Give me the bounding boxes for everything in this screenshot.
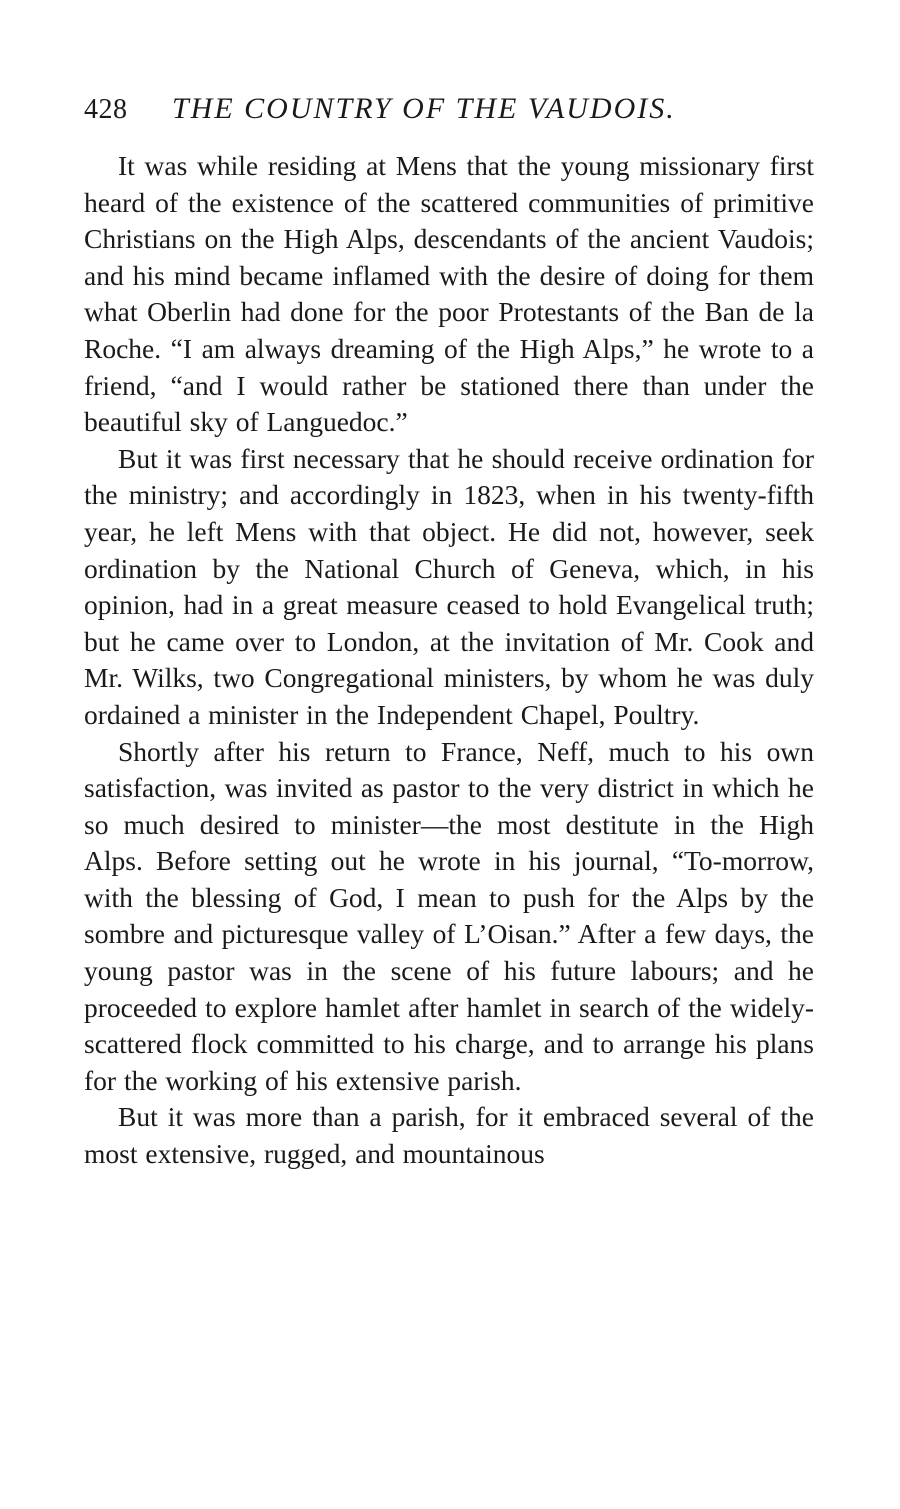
book-page — [84, 92, 814, 1173]
page-number: 428 — [84, 94, 128, 125]
page-header — [84, 92, 814, 142]
paragraph-1: It was while residing at Mens that the young missionary first heard of the existence of the scattered communities of primitive Christians on the High Alps, descendants of the ancient Vaudois; and his mind became inflamed with the desire of doing for them what Oberlin had done for the poor Protestants of the Ban de la Roche. “I am always dreaming of the High Alps,” he wrote to a friend, “and I would rather be stationed there than under the beautiful sky of Languedoc.” — [84, 150, 814, 438]
page-body — [84, 148, 814, 1173]
paragraph-2: But it was first necessary that he should receive ordination for the ministry; and accordingly in 1823, when in his twenty-fifth year, he left Mens with that object. He did not, however, seek ordination by the National Church of Geneva, which, in his opinion, had in a great measure ceased to hold Evangelical truth; but he came over to London, at the invitation of Mr. Cook and Mr. Wilks, two Congregational ministers, by whom he was duly ordained a minister in the Independent Chapel, Poultry. — [84, 442, 814, 730]
paragraph-3: Shortly after his return to France, Neff, much to his own satisfaction, was invited as pastor to the very district in which he so much desired to minister—the most destitute in the High Alps. Before setting out he wrote in his journal, “To-morrow, with the blessing of God, I mean to push for the Alps by the sombre and picturesque valley of L’Oisan.” After a few days, the young pastor was in the scene of his future labours; and he proceeded to explore hamlet after hamlet in search of the widely-scattered flock committed to his charge, and to arrange his plans for the working of his extensive parish. — [84, 735, 814, 1096]
running-title: THE COUNTRY OF THE VAUDOIS. — [172, 92, 676, 125]
paragraph-4: But it was more than a parish, for it embraced several of the most extensive, rugged, and mountainous — [84, 1101, 814, 1170]
